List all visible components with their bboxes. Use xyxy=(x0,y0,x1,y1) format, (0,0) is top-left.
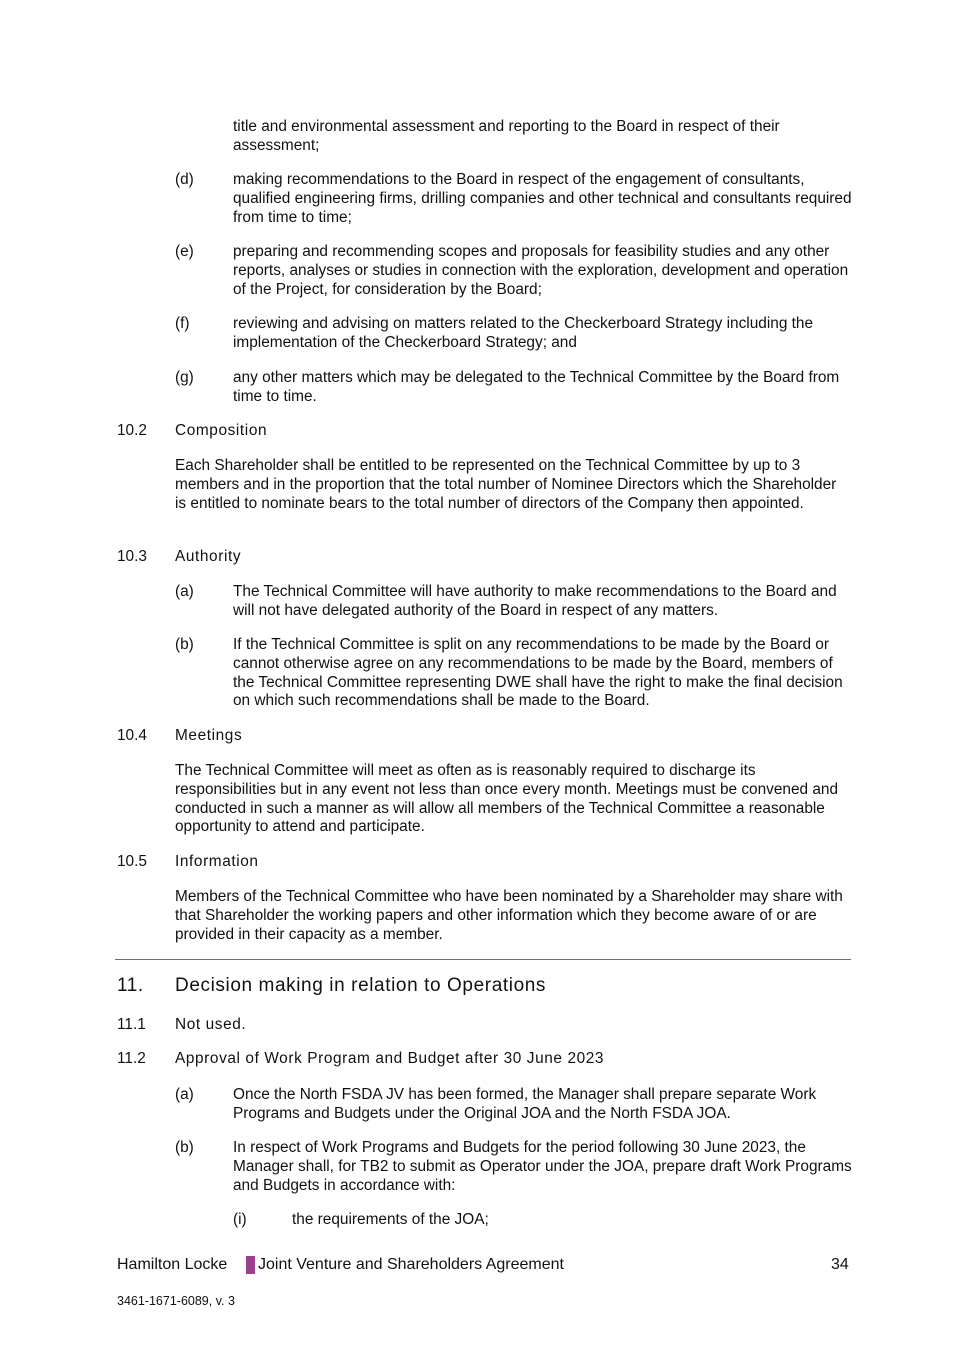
item-text-d: making recommendations to the Board in respect of the engagement of consultants, qualified engineering firms, drilling companies and other technical and consultants required from time to time; xyxy=(233,171,852,226)
item-text-a: The Technical Committee will have authority to make recommendations to the Board and will not have delegated authority of the Board in respect of any matters. xyxy=(233,583,837,619)
item-label-g: (g) xyxy=(175,369,194,386)
clause-continuation-text: title and environmental assessment and reporting to the Board in respect of their assessment; xyxy=(233,118,780,154)
item-label-11-2-a: (a) xyxy=(175,1086,194,1103)
footer-page-number: 34 xyxy=(831,1256,849,1273)
clause-number-10-3: 10.3 xyxy=(117,548,147,565)
item-label-f: (f) xyxy=(175,315,190,332)
clause-number-10-5: 10.5 xyxy=(117,853,147,870)
clause-heading-composition: Composition xyxy=(175,422,268,439)
item-label-d: (d) xyxy=(175,171,194,188)
clause-heading-meetings: Meetings xyxy=(175,727,243,744)
clause-heading-approval: Approval of Work Program and Budget after 30 June 2023 xyxy=(175,1050,605,1067)
footer-document-title: Joint Venture and Shareholders Agreement xyxy=(258,1256,564,1273)
section-number-11: 11. xyxy=(117,975,144,996)
item-label-11-2-b: (b) xyxy=(175,1139,194,1156)
item-text-b: If the Technical Committee is split on any recommendations to be made by the Board or cannot otherwise agree on any recommendations to be made by the Board, members of the Technical Committee representing DWE shall have the right to make the final decision on which such recommendations shall be made to the Board. xyxy=(233,636,843,710)
item-text-g: any other matters which may be delegated to the Technical Committee by the Board from time to time. xyxy=(233,369,840,405)
sub-item-text-i: the requirements of the JOA; xyxy=(292,1211,489,1228)
clause-number-10-4: 10.4 xyxy=(117,727,147,744)
section-title-11: Decision making in relation to Operations xyxy=(175,975,546,996)
item-text-e: preparing and recommending scopes and proposals for feasibility studies and any other reports, analyses or studies in connection with the exploration, development and operation of the Project, for consideration by the Board; xyxy=(233,243,849,298)
information-body: Members of the Technical Committee who have been nominated by a Shareholder may share with that Shareholder the working papers and other information which they become aware of or are provided in their capacity as a member. xyxy=(175,888,843,943)
meetings-body: The Technical Committee will meet as often as is reasonably required to discharge its responsibilities but in any event not less than once every month. Meetings must be convened and conducted in such a manner as will allow all members of the Technical Committee a reasonable opportunity to attend and participate. xyxy=(175,762,839,836)
clause-text-11-1: Not used. xyxy=(175,1016,247,1033)
item-label-a: (a) xyxy=(175,583,194,600)
item-label-b: (b) xyxy=(175,636,194,653)
clause-heading-information: Information xyxy=(175,853,259,870)
item-text-11-2-a: Once the North FSDA JV has been formed, the Manager shall prepare separate Work Programs and Budgets under the Original JOA and the North FSDA JOA. xyxy=(233,1086,817,1122)
item-text-f: reviewing and advising on matters related to the Checkerboard Strategy including the implementation of the Checkerboard Strategy; and xyxy=(233,315,814,351)
section-divider xyxy=(115,959,851,960)
item-label-e: (e) xyxy=(175,243,194,260)
clause-heading-authority: Authority xyxy=(175,548,242,565)
clause-number-11-2: 11.2 xyxy=(117,1050,146,1067)
clause-number-11-1: 11.1 xyxy=(117,1016,146,1033)
footer-firm-name: Hamilton Locke xyxy=(117,1256,228,1273)
item-text-11-2-b: In respect of Work Programs and Budgets for the period following 30 June 2023, the Manager shall, for TB2 to submit as Operator under the JOA, prepare draft Work Programs and Budgets in accordance with: xyxy=(233,1139,852,1194)
clause-number-10-2: 10.2 xyxy=(117,422,147,439)
composition-body: Each Shareholder shall be entitled to be represented on the Technical Committee by up to 3 members and in the proportion that the total number of Nominee Directors which the Shareholder is entitled to nominate bears to the total number of directors of the Company then appointed. xyxy=(175,457,837,512)
sub-item-label-i: (i) xyxy=(233,1211,247,1228)
footer-document-id: 3461-1671-6089, v. 3 xyxy=(117,1294,235,1308)
footer-accent-bar xyxy=(246,1256,255,1274)
